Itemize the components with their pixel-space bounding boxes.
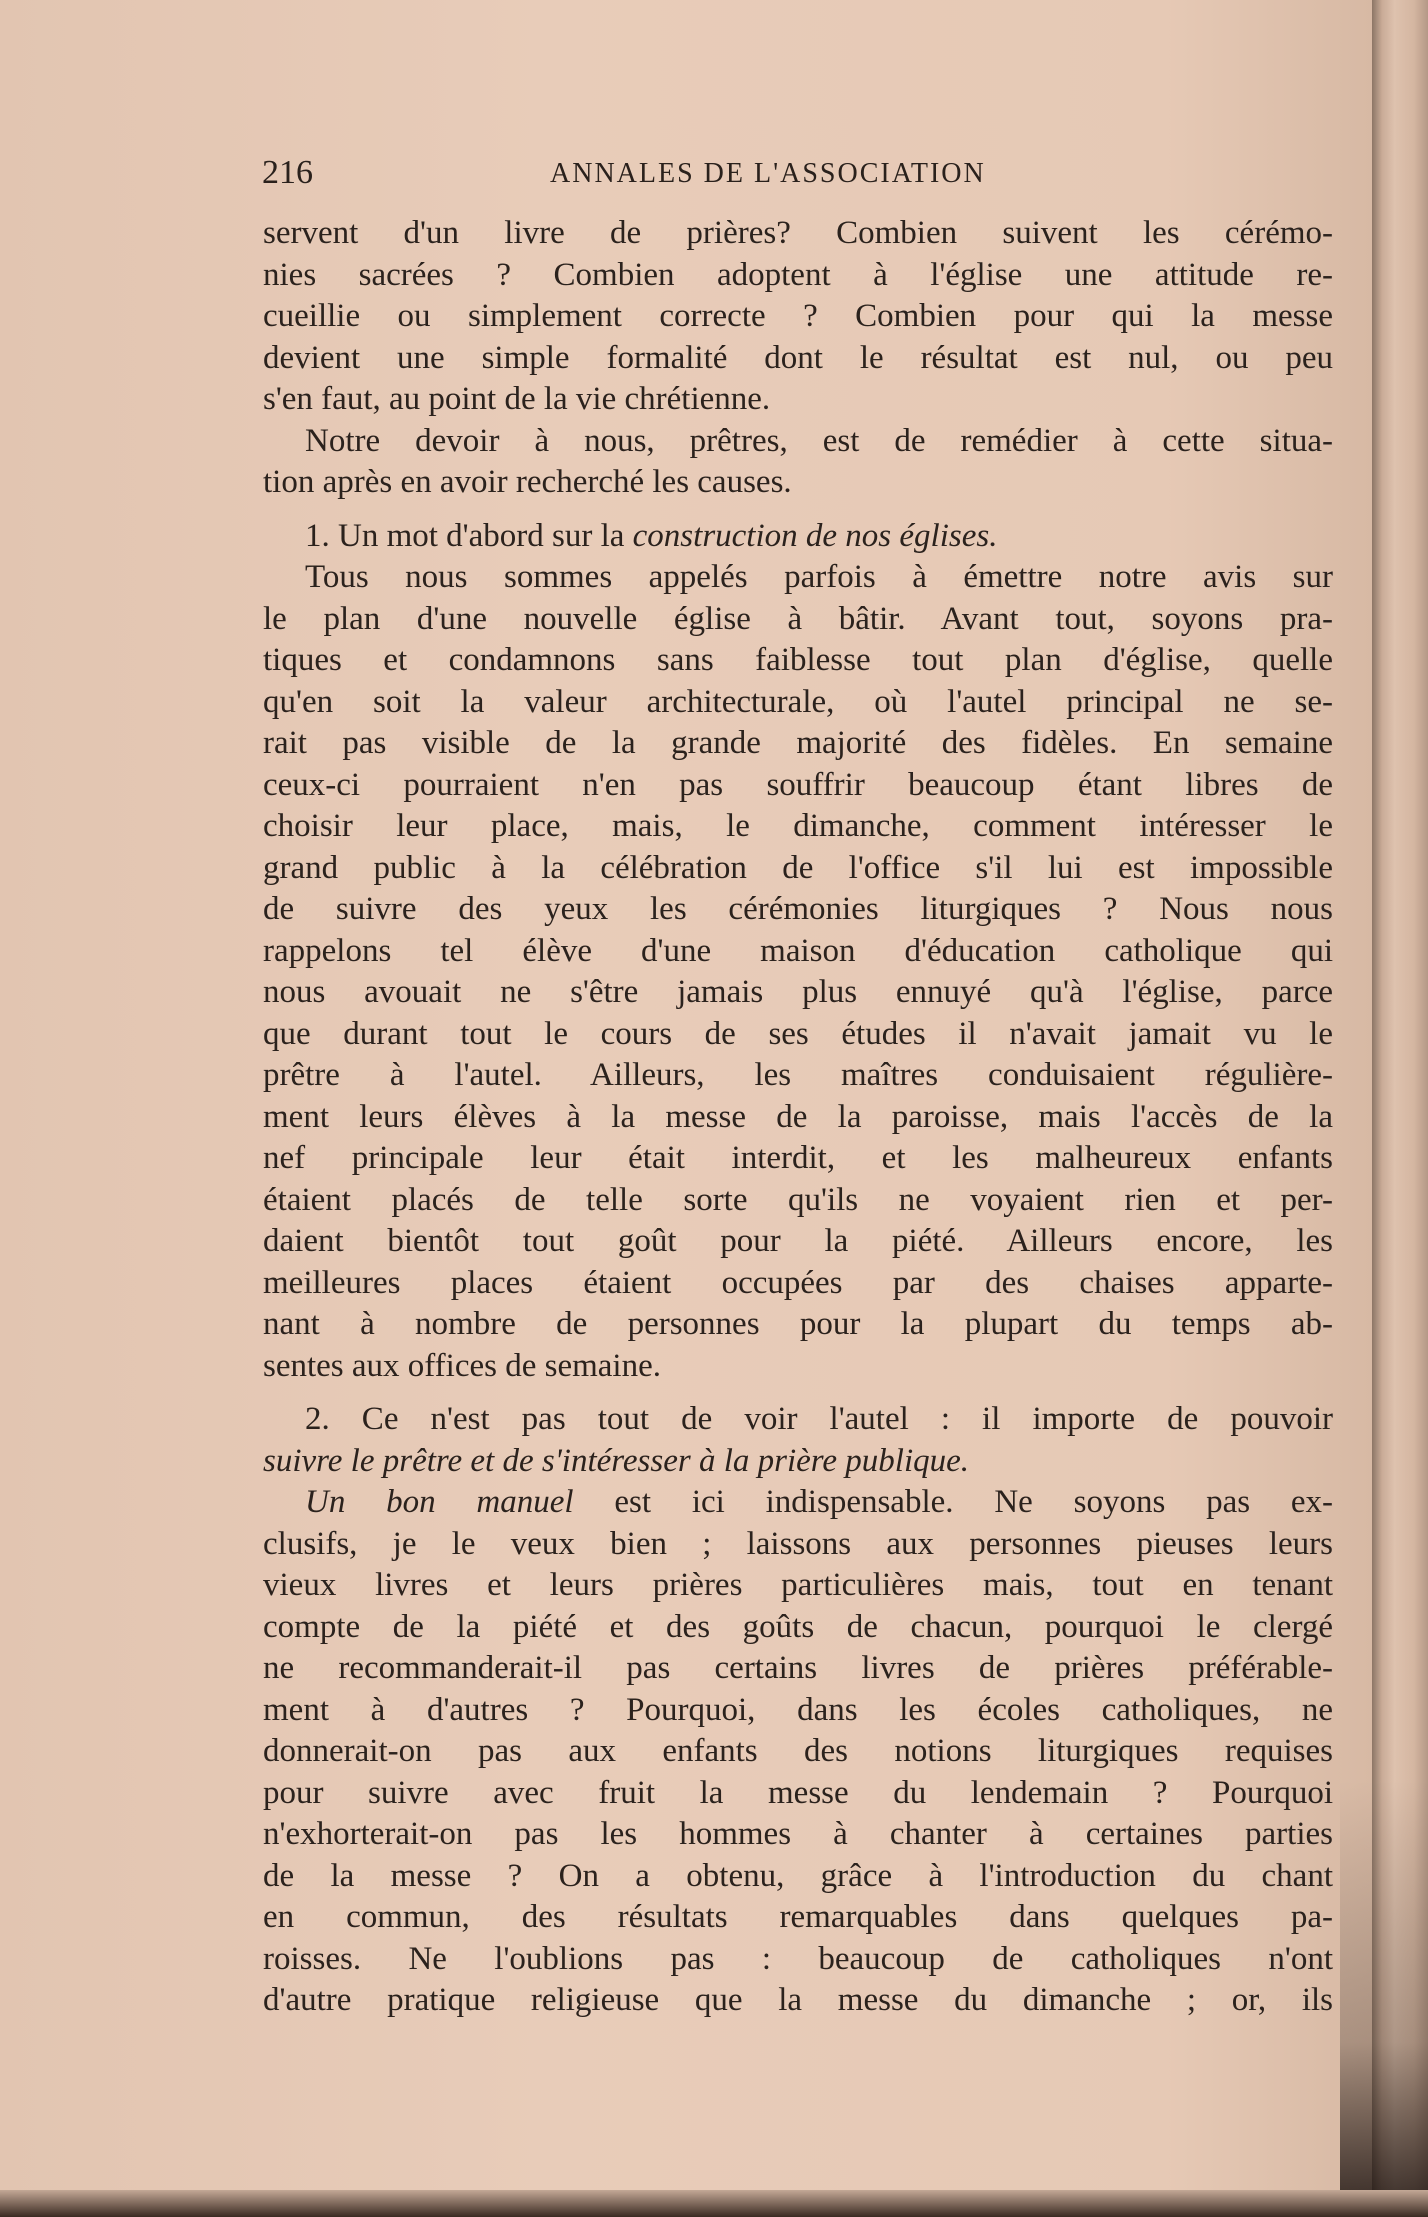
text-line: tion après en avoir recherché les causes. [263,464,792,500]
text-line: roisses. Ne l'oublions pas : beaucoup de catholiques n'ont [263,1940,1333,1977]
text-line: en commun, des résultats remarquables dans quelques pa- [263,1899,1333,1935]
paragraph [263,421,1333,504]
page-number: 216 [262,154,313,191]
text-line: rappelons tel élève d'une maison d'éducation catholique qui [263,932,1333,969]
text-line: tiques et condamnons sans faiblesse tout plan d'église, quelle [263,642,1333,678]
paragraph [263,213,1333,421]
text-line: meilleures places étaient occupées par des chaises apparte- [263,1264,1333,1301]
text-line: d'autre pratique religieuse que la messe du dimanche ; or, ils [263,1982,1333,2018]
text-line: prêtre à l'autel. Ailleurs, les maîtres conduisaient régulière- [263,1057,1333,1093]
text-line: daient bientôt tout goût pour la piété. Ailleurs encore, les [263,1223,1333,1259]
text-line: n'exhorterait-on pas les hommes à chanter à certaines parties [263,1816,1333,1852]
section-title: suivre le prêtre et de s'intéresser à la prière publique. [263,1442,970,1479]
section-heading [263,1399,1333,1482]
text-line: devient une simple formalité dont le résultat est nul, ou peu [263,339,1333,376]
paragraph [263,557,1333,1387]
paragraph [263,1482,1333,2022]
text-line [263,516,1333,558]
page-header [262,150,1322,200]
text-line: de suivre des yeux les cérémonies liturgiques ? Nous nous [263,891,1333,927]
text-line: nef principale leur était interdit, et les malheureux enfants [263,1140,1333,1176]
text-line: compte de la piété et des goûts de chacun, pourquoi le clergé [263,1608,1333,1645]
page-shadow [1340,1780,1428,2217]
text-line [263,1482,1333,1524]
text-line: grand public à la célébration de l'office s'il lui est impossible [263,849,1333,886]
emphasis-text: Un bon manuel [305,1484,574,1520]
text-run: est ici indispensable. Ne soyons pas ex- [573,1484,1334,1520]
text-line: qu'en soit la valeur architecturale, où l'autel principal ne se- [263,683,1333,720]
section-heading [263,516,1333,558]
text-line: Notre devoir à nous, prêtres, est de remédier à cette situa- [305,422,1333,459]
scan-bottom-edge [0,2190,1428,2217]
text-line: Tous nous sommes appelés parfois à émettre notre avis sur [305,559,1333,595]
text-line: ment à d'autres ? Pourquoi, dans les écoles catholiques, ne [263,1691,1333,1728]
section-number-text: 1. Un mot d'abord sur la [305,517,633,554]
text-line: ceux-ci pourraient n'en pas souffrir beaucoup étant libres de [263,766,1333,803]
text-line: que durant tout le cours de ses études il n'avait jamait vu le [263,1015,1333,1052]
text-line: nies sacrées ? Combien adoptent à l'église une attitude re- [263,256,1333,293]
running-title: ANNALES DE L'ASSOCIATION [550,158,986,189]
text-line: ne recommanderait-il pas certains livres de prières préférable- [263,1650,1333,1686]
text-line: ment leurs élèves à la messe de la paroisse, mais l'accès de la [263,1098,1333,1135]
text-line: donnerait-on pas aux enfants des notions liturgiques requises [263,1733,1333,1769]
text-line: servent d'un livre de prières? Combien suivent les cérémo- [263,215,1333,251]
text-line: 2. Ce n'est pas tout de voir l'autel : il importe de pouvoir [305,1401,1333,1437]
body-text [263,213,1333,2022]
text-line: rait pas visible de la grande majorité des fidèles. En semaine [263,725,1333,761]
section-title: construction de nos églises. [632,517,998,554]
text-line: étaient placés de telle sorte qu'ils ne voyaient rien et per- [263,1181,1333,1218]
text-line: nant à nombre de personnes pour la plupart du temps ab- [263,1306,1333,1342]
text-line: cueillie ou simplement correcte ? Combien pour qui la messe [263,298,1333,334]
text-line: vieux livres et leurs prières particulières mais, tout en tenant [263,1567,1333,1603]
text-line: nous avouait ne s'être jamais plus ennuyé qu'à l'église, parce [263,974,1333,1010]
text-line: sentes aux offices de semaine. [263,1347,661,1384]
text-line: s'en faut, au point de la vie chrétienne. [263,381,771,417]
text-line: de la messe ? On a obtenu, grâce à l'introduction du chant [263,1857,1333,1894]
text-line: le plan d'une nouvelle église à bâtir. Avant tout, soyons pra- [263,600,1333,637]
text-line: clusifs, je le veux bien ; laissons aux personnes pieuses leurs [263,1525,1333,1562]
text-line: pour suivre avec fruit la messe du lendemain ? Pourquoi [263,1774,1333,1811]
text-line: choisir leur place, mais, le dimanche, comment intéresser le [263,808,1333,844]
